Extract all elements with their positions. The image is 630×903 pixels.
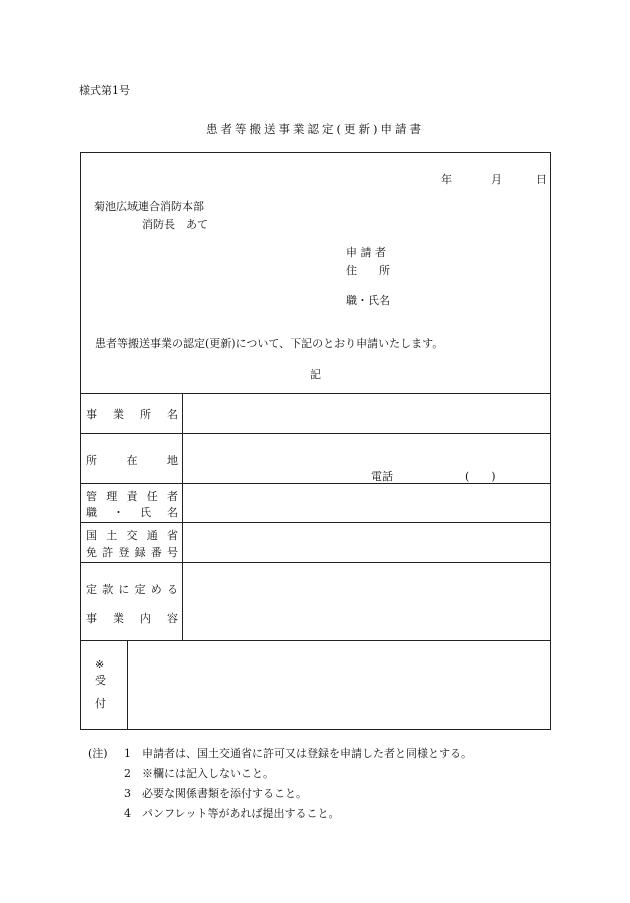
phone-area-code: ( ) [465,470,496,483]
manager-field[interactable] [183,484,551,522]
receipt-mark: ※ [95,658,105,671]
label-business-content: 事 業 内 容 [86,612,178,625]
label-business-name: 事 業 所 名 [86,408,178,421]
label-license-number: 免 許 登 録 番 号 [86,546,178,559]
receipt-field [128,641,551,730]
receipt-label-1: 受 [95,674,106,687]
note-item: 4 パンフレット等があれば提出すること。 [124,807,340,820]
license-field[interactable] [183,523,551,562]
applicant-address-label: 住 所 [346,264,390,277]
receipt-label-2: 付 [95,697,106,710]
label-bylaws: 定 款 に 定 め る [86,583,178,596]
application-statement: 患者等搬送事業の認定(更新)について、下記のとおり申請いたします。 [95,337,444,350]
applicant-label: 申 請 者 [346,246,386,259]
ki-mark: 記 [310,368,321,381]
form-title: 患者等搬送事業認定(更新)申請書 [206,122,424,136]
form-number: 様式第1号 [79,84,130,97]
application-form [80,152,551,730]
notes [88,744,472,824]
note-item: 3 必要な関係書類を添付すること。 [124,787,307,800]
label-manager-name: 職 ・ 氏 名 [86,506,178,519]
phone-label: 電話 [371,470,393,483]
date-day: 日 [536,173,547,186]
note-item: 2 ※欄には記入しないこと。 [124,767,274,780]
label-license: 国 土 交 通 省 [86,529,178,542]
label-location: 所 在 地 [86,454,178,467]
date-month: 月 [491,173,502,186]
addressee-recipient: 消防長 あて [142,218,208,231]
business-name-field[interactable] [183,394,551,433]
applicant-name-label: 職・氏名 [346,294,390,307]
business-content-field[interactable] [183,563,551,640]
location-field[interactable] [183,434,551,483]
notes-head: (注) [88,747,108,760]
note-item: (注) 1 申請者は、国土交通省に許可又は登録を申請した者と同様とする。 [88,744,472,764]
date-year: 年 [441,173,452,186]
label-manager: 管 理 責 任 者 [86,490,178,503]
addressee-org: 菊池広域連合消防本部 [94,200,204,213]
